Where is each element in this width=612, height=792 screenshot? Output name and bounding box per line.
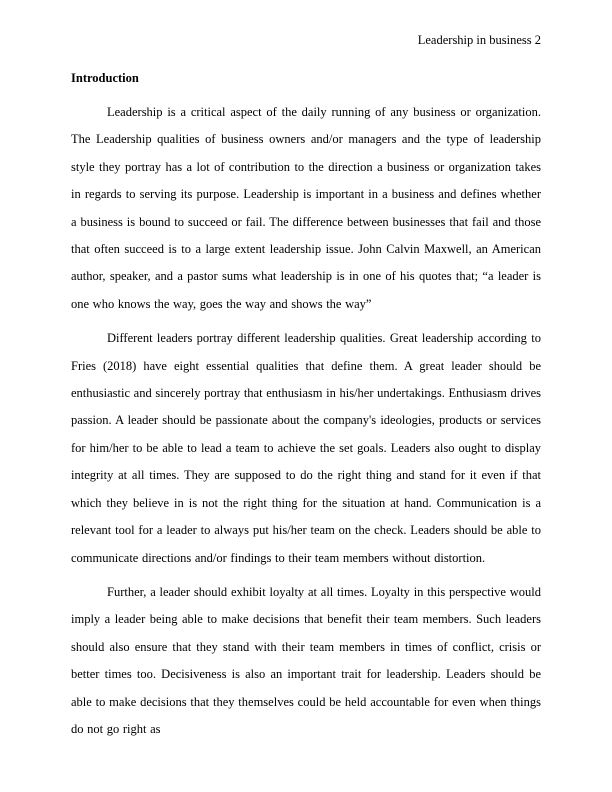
paragraph-2: Different leaders portray different leadership qualities. Great leadership according to Fries (2018) have eight essential qualities that define them. A great leader should be enthusiastic and sincerely portray that enthusiasm in his/her undertakings. Enthusiasm drives passion. A leader should be passionate about the company's ideologies, products or services for him/her to be able to lead a team to achieve the set goals. Leaders also ought to display integrity at all times. They are supposed to do the right thing and stand for it even if that which they believe in is not the right thing for the situation at hand. Communication is a relevant tool for a leader to always put his/her team on the check. Leaders should be able to communicate directions and/or findings to their team members without distortion. <box>71 331 541 565</box>
document-body <box>71 71 541 743</box>
paragraph-1: Leadership is a critical aspect of the daily running of any business or organization. The Leadership qualities of business owners and/or managers and the type of leadership style they portray has a lot of contribution to the direction a business or organization takes in regards to serving its purpose. Leadership is important in a business and defines whether a business is bound to succeed or fail. The difference between businesses that fail and those that often succeed is to a large extent leadership issue. John Calvin Maxwell, an American author, speaker, and a pastor sums what leadership is in one of his quotes that; “a leader is one who knows the way, goes the way and shows the way” <box>71 105 541 311</box>
paragraph-3: Further, a leader should exhibit loyalty at all times. Loyalty in this perspective would imply a leader being able to make decisions that benefit their team members. Such leaders should also ensure that they stand with their team members in times of conflict, crisis or better times too. Decisiveness is also an important trait for leadership. Leaders should be able to make decisions that they themselves could be held accountable for even when things do not go right as <box>71 584 541 736</box>
section-heading: Introduction <box>71 71 139 85</box>
running-header: Leadership in business 2 <box>417 33 541 47</box>
